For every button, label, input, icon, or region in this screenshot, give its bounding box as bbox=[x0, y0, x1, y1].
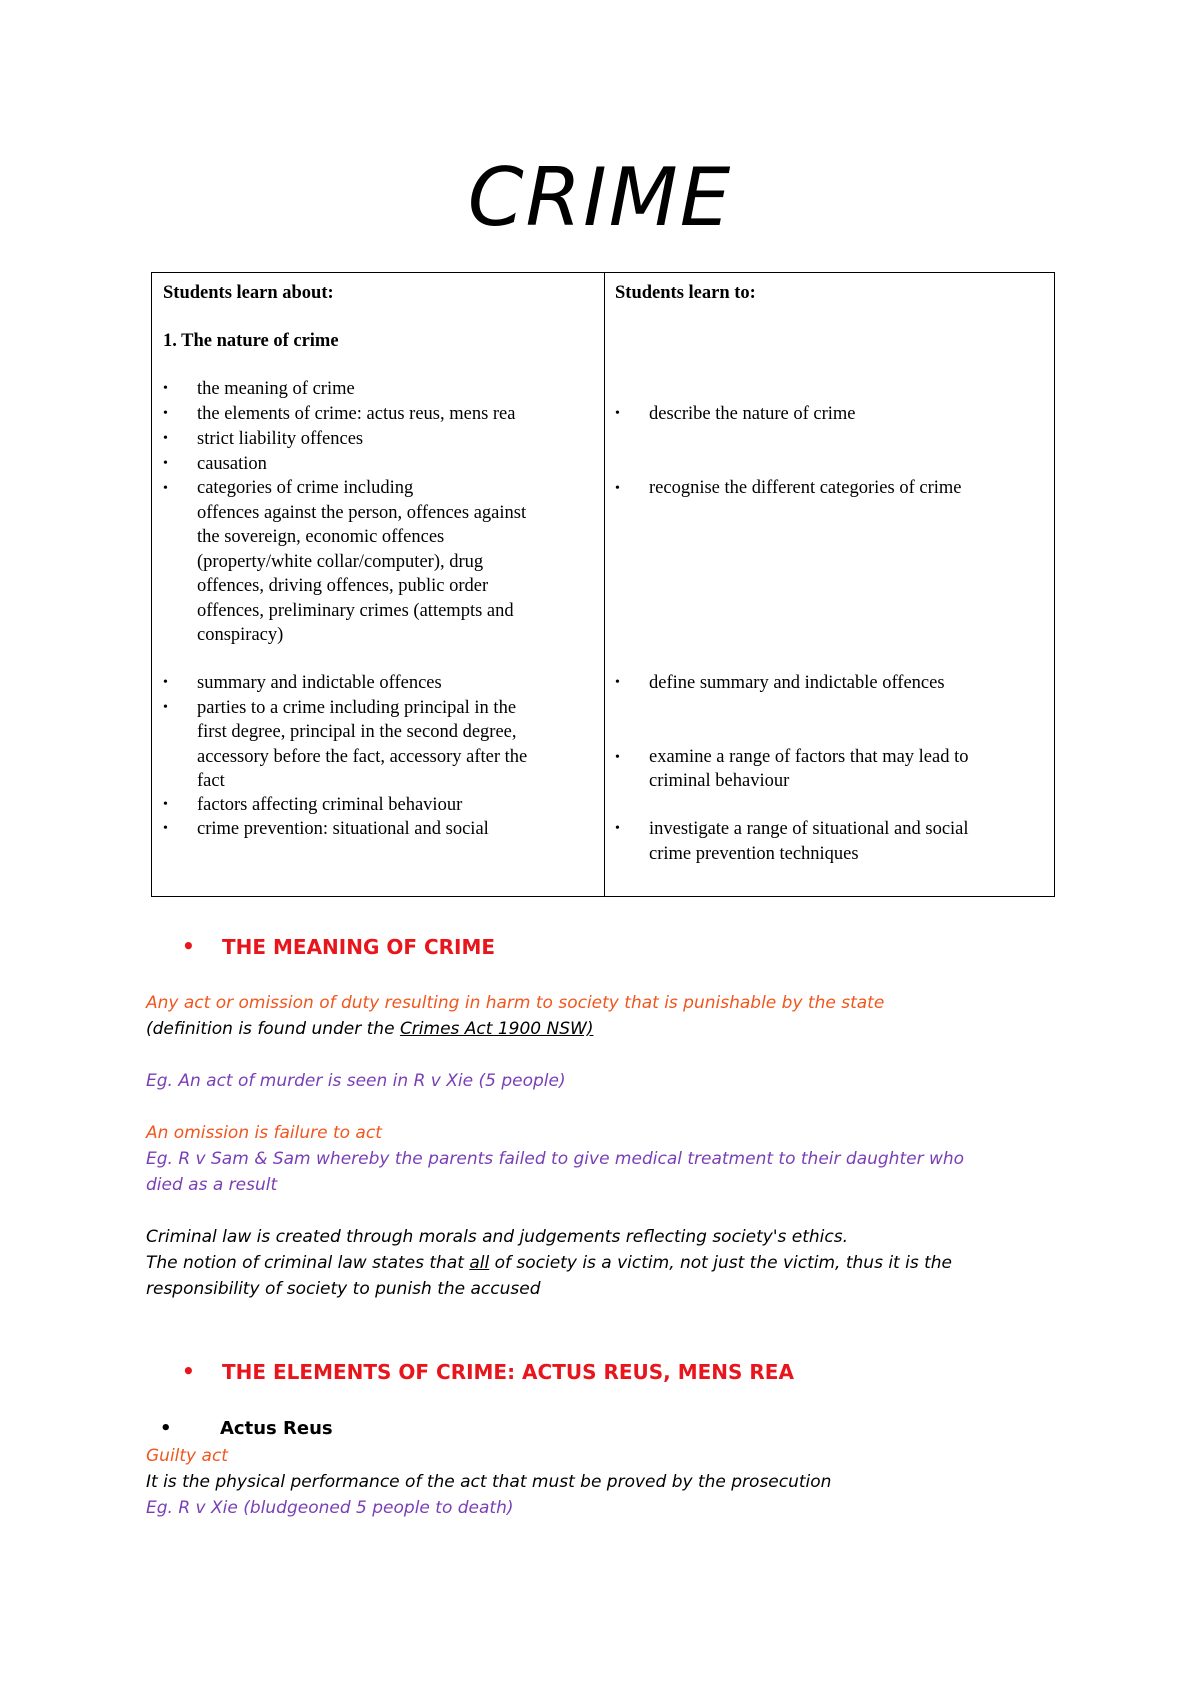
learn-to-item: criminal behaviour bbox=[649, 771, 790, 791]
bullet: • bbox=[615, 675, 620, 690]
definition-note: (definition is found under the Crimes Act 1900 NSW) bbox=[146, 1019, 594, 1039]
learn-to-item: describe the nature of crime bbox=[649, 404, 856, 424]
about-item: conspiracy) bbox=[197, 625, 284, 645]
about-item: fact bbox=[197, 771, 225, 791]
column-divider bbox=[604, 273, 605, 896]
criminal-law-notion: The notion of criminal law states that all of society is a victim, not just the victim, thus it is the bbox=[146, 1253, 953, 1273]
learn-to-header: Students learn to: bbox=[615, 283, 756, 303]
bullet: • bbox=[163, 431, 168, 446]
actus-reus-example: Eg. R v Xie (bludgeoned 5 people to death) bbox=[146, 1498, 514, 1518]
bullet: • bbox=[163, 675, 168, 690]
guilty-act-text: Guilty act bbox=[146, 1446, 228, 1466]
bullet: • bbox=[163, 481, 168, 496]
bullet: • bbox=[182, 1359, 195, 1383]
bullet: • bbox=[163, 821, 168, 836]
omission-text: An omission is failure to act bbox=[146, 1123, 382, 1143]
about-item: the elements of crime: actus reus, mens rea bbox=[197, 404, 516, 424]
example-omission-cont: died as a result bbox=[146, 1175, 278, 1195]
about-header: Students learn about: bbox=[163, 283, 334, 303]
about-item: parties to a crime including principal in the bbox=[197, 698, 517, 718]
section-title: 1. The nature of crime bbox=[163, 331, 339, 351]
example-omission: Eg. R v Sam & Sam whereby the parents failed to give medical treatment to their daughter who bbox=[146, 1149, 965, 1169]
definition-text: Any act or omission of duty resulting in harm to society that is punishable by the state bbox=[146, 993, 885, 1013]
about-item: summary and indictable offences bbox=[197, 673, 442, 693]
bullet: • bbox=[163, 700, 168, 715]
about-item: (property/white collar/computer), drug bbox=[197, 552, 484, 572]
about-item: crime prevention: situational and social bbox=[197, 819, 489, 839]
bullet: • bbox=[163, 456, 168, 471]
learn-to-item: examine a range of factors that may lead to bbox=[649, 747, 969, 767]
bullet: • bbox=[615, 750, 620, 765]
learn-to-item: define summary and indictable offences bbox=[649, 673, 945, 693]
about-item: first degree, principal in the second degree, bbox=[197, 722, 517, 742]
about-item: causation bbox=[197, 454, 267, 474]
about-item: the meaning of crime bbox=[197, 379, 355, 399]
learn-to-item: investigate a range of situational and social bbox=[649, 819, 969, 839]
about-item: factors affecting criminal behaviour bbox=[197, 795, 463, 815]
about-item: offences, preliminary crimes (attempts and bbox=[197, 601, 514, 621]
bullet: • bbox=[615, 406, 620, 421]
about-item: the sovereign, economic offences bbox=[197, 527, 445, 547]
bullet: • bbox=[615, 481, 620, 496]
about-item: accessory before the fact, accessory after the bbox=[197, 747, 528, 767]
criminal-law-text: Criminal law is created through morals and judgements reflecting society's ethics. bbox=[146, 1227, 848, 1247]
bullet: • bbox=[160, 1418, 172, 1439]
example-murder: Eg. An act of murder is seen in R v Xie (5 people) bbox=[146, 1071, 566, 1091]
actus-reus-description: It is the physical performance of the act that must be proved by the prosecution bbox=[146, 1472, 832, 1492]
page-title: CRIME bbox=[467, 151, 733, 244]
bullet: • bbox=[615, 821, 620, 836]
bullet: • bbox=[182, 934, 195, 958]
learn-to-item: crime prevention techniques bbox=[649, 844, 859, 864]
bullet: • bbox=[163, 406, 168, 421]
about-item: categories of crime including bbox=[197, 478, 414, 498]
bullet: • bbox=[163, 381, 168, 396]
learn-to-item: recognise the different categories of crime bbox=[649, 478, 962, 498]
about-item: strict liability offences bbox=[197, 429, 364, 449]
about-item: offences, driving offences, public order bbox=[197, 576, 489, 596]
about-item: offences against the person, offences against bbox=[197, 503, 527, 523]
syllabus-table bbox=[151, 272, 1055, 897]
bullet: • bbox=[163, 797, 168, 812]
crimes-act-reference: Crimes Act 1900 NSW) bbox=[399, 1019, 594, 1039]
criminal-law-responsibility: responsibility of society to punish the accused bbox=[146, 1279, 541, 1299]
